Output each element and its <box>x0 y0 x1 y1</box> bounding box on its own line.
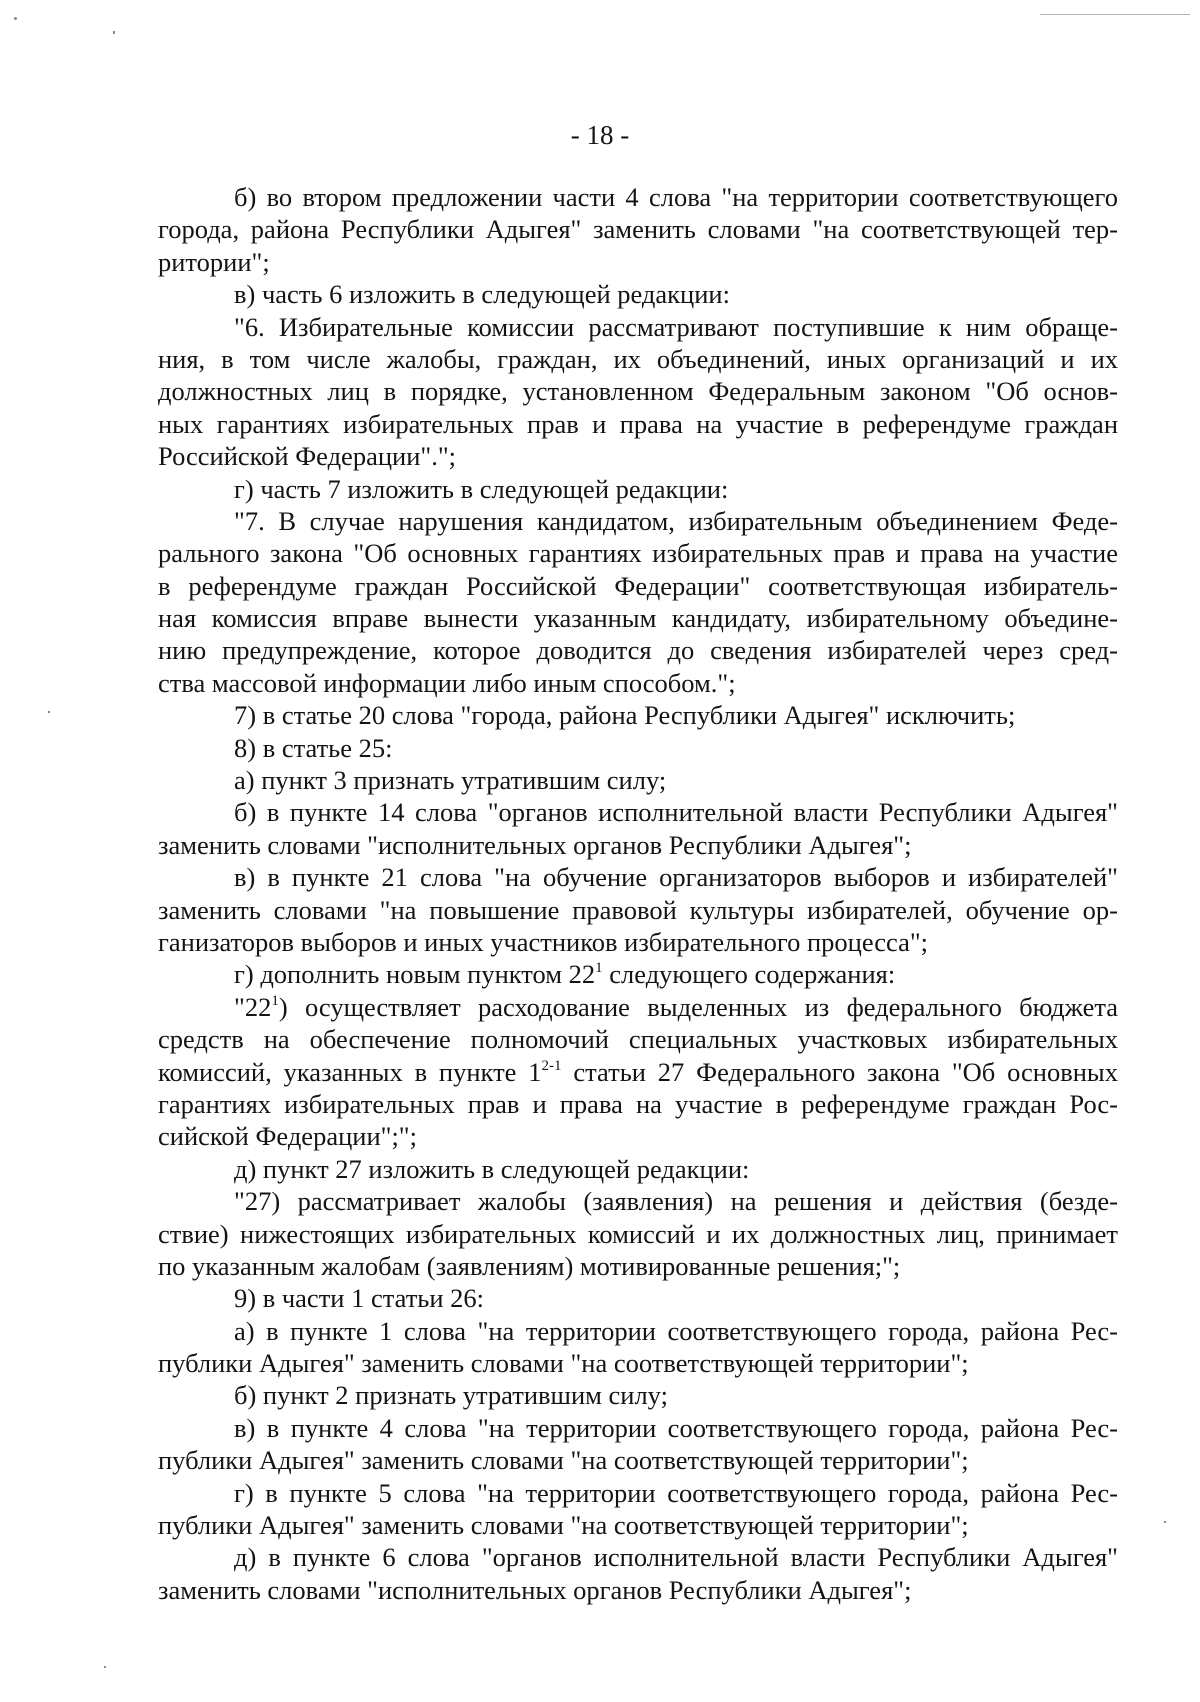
text-line <box>158 732 1118 764</box>
text-line-content: в референдуме граждан Российской Федерации" соответствующая избиратель- <box>158 570 1118 601</box>
text-line <box>158 894 1118 926</box>
text-line <box>158 473 1118 505</box>
text-line-content: заменить словами "на повышение правовой культуры избирателей, обучение ор- <box>158 894 1118 925</box>
text-line-content: гарантиях избирательных прав и права на участие в референдуме граждан Рос- <box>158 1088 1118 1119</box>
scan-speck <box>1164 1521 1166 1523</box>
scan-speck <box>113 31 115 34</box>
text-line <box>158 1379 1118 1411</box>
scan-speck <box>104 1666 106 1668</box>
text-line-content: "6. Избирательные комиссии рассматривают поступившие к ним обраще- <box>234 311 1118 342</box>
text-line <box>158 699 1118 731</box>
text-line <box>158 1444 1118 1476</box>
text-line <box>158 1218 1118 1250</box>
text-line-content: города, района Республики Адыгея" заменить словами "на соответствующей тер- <box>158 214 1118 245</box>
text-line-content: а) пункт 3 признать утратившим силу; <box>234 765 667 796</box>
text-line <box>158 829 1118 861</box>
text-line-content: д) в пункте 6 слова "органов исполнительной власти Республики Адыгея" <box>234 1542 1118 1573</box>
text-line <box>158 1574 1118 1606</box>
text-line <box>158 634 1118 666</box>
text-line <box>158 375 1118 407</box>
page-number: - 18 - <box>570 120 630 150</box>
text-line-content: 9) в части 1 статьи 26: <box>234 1283 485 1314</box>
text-line <box>158 1282 1118 1314</box>
text-line <box>158 1185 1118 1217</box>
text-line <box>158 926 1118 958</box>
text-line <box>158 1509 1118 1541</box>
text-line-continuation: следующего содержания: <box>602 959 896 990</box>
text-line <box>158 667 1118 699</box>
text-line-content: а) в пункте 1 слова "на территории соответствующего города, района Рес- <box>234 1315 1118 1346</box>
text-line <box>158 1088 1118 1120</box>
text-line-content: г) часть 7 изложить в следующей редакции: <box>234 473 729 504</box>
text-line-content: средств на обеспечение полномочий специальных участковых избирательных <box>158 1024 1118 1055</box>
text-line <box>158 1412 1118 1444</box>
text-line <box>158 440 1118 472</box>
text-line-content: ная комиссия вправе вынести указанным кандидату, избирательному объедине- <box>158 603 1118 634</box>
text-line-content: "7. В случае нарушения кандидатом, избирательным объединением Феде- <box>234 505 1118 536</box>
document-body <box>158 181 1118 1606</box>
text-line <box>158 1250 1118 1282</box>
scan-speck <box>48 711 50 713</box>
text-line-content: публики Адыгея" заменить словами "на соответствующей территории"; <box>158 1445 969 1476</box>
text-line <box>158 278 1118 310</box>
text-line <box>158 246 1118 278</box>
text-line <box>158 311 1118 343</box>
text-line-content: б) в пункте 14 слова "органов исполнительной власти Республики Адыгея" <box>234 797 1118 828</box>
text-line <box>158 1120 1118 1152</box>
text-line <box>158 1347 1118 1379</box>
text-line-content: б) во втором предложении части 4 слова "на территории соответствующего <box>234 182 1118 212</box>
text-line <box>158 764 1118 796</box>
text-line <box>158 1023 1118 1055</box>
text-line-content: сийской Федерации";"; <box>158 1121 417 1152</box>
text-line-content: ных гарантиях избирательных прав и права на участие в референдуме граждан <box>158 408 1118 439</box>
text-line <box>158 570 1118 602</box>
text-line-content: 7) в статье 20 слова "города, района Республики Адыгея" исключить; <box>234 700 1016 731</box>
text-line <box>158 958 1118 990</box>
text-line-content: публики Адыгея" заменить словами "на соответствующей территории"; <box>158 1348 969 1379</box>
text-line-content: ганизаторов выборов и иных участников избирательного процесса"; <box>158 926 929 957</box>
text-line-content: ритории"; <box>158 246 270 277</box>
superscript: 1 <box>595 960 603 977</box>
text-line-continuation: ) осуществляет расходование выделенных из федерального бюджета <box>278 991 1118 1022</box>
text-line-content: заменить словами "исполнительных органов Республики Адыгея"; <box>158 1574 912 1605</box>
text-line <box>158 537 1118 569</box>
text-line <box>158 181 1118 213</box>
scan-edge-line <box>1040 14 1190 15</box>
text-line-continuation: статьи 27 Федерального закона "Об основных <box>561 1056 1118 1087</box>
text-line-content: ния, в том числе жалобы, граждан, их объединений, иных организаций и их <box>158 343 1118 374</box>
text-line <box>158 343 1118 375</box>
text-line-content: должностных лиц в порядке, установленном Федеральным законом "Об основ- <box>158 376 1118 407</box>
text-line-content: Российской Федерации"."; <box>158 441 456 472</box>
text-line-content: в) часть 6 изложить в следующей редакции: <box>234 279 730 310</box>
text-line <box>158 1541 1118 1573</box>
text-line <box>158 1315 1118 1347</box>
text-line <box>158 991 1118 1023</box>
text-line-content: рального закона "Об основных гарантиях избирательных прав и права на участие <box>158 538 1118 569</box>
text-line-content: в) в пункте 21 слова "на обучение организаторов выборов и избирателей" <box>234 862 1118 893</box>
text-line <box>158 1056 1118 1088</box>
text-line <box>158 1477 1118 1509</box>
text-line-content: д) пункт 27 изложить в следующей редакции: <box>234 1153 750 1184</box>
text-line-content: по указанным жалобам (заявлениям) мотивированные решения;"; <box>158 1250 901 1281</box>
text-line-content: ствие) нижестоящих избирательных комиссий и их должностных лиц, принимает <box>158 1218 1118 1249</box>
text-line-content: г) дополнить новым пунктом 22 <box>234 959 596 990</box>
text-line <box>158 505 1118 537</box>
text-line-content: 8) в статье 25: <box>234 732 393 763</box>
text-line-content: публики Адыгея" заменить словами "на соответствующей территории"; <box>158 1510 969 1541</box>
text-line <box>158 213 1118 245</box>
text-line-content: комиссий, указанных в пункте 1 <box>158 1056 542 1087</box>
superscript: 1 <box>271 992 279 1009</box>
text-line-content: нию предупреждение, которое доводится до сведения избирателей через сред- <box>158 635 1118 666</box>
text-line-content: заменить словами "исполнительных органов Республики Адыгея"; <box>158 829 912 860</box>
text-line <box>158 1153 1118 1185</box>
text-line <box>158 861 1118 893</box>
superscript: 2-1 <box>541 1057 562 1074</box>
text-line-content: ства массовой информации либо иным способом."; <box>158 667 736 698</box>
text-line-content: б) пункт 2 признать утратившим силу; <box>234 1380 668 1411</box>
scan-speck <box>14 17 17 20</box>
text-line-content: "22 <box>234 991 272 1022</box>
text-line-content: в) в пункте 4 слова "на территории соответствующего города, района Рес- <box>234 1412 1118 1443</box>
text-line <box>158 796 1118 828</box>
text-line <box>158 408 1118 440</box>
text-line <box>158 602 1118 634</box>
text-line-content: "27) рассматривает жалобы (заявления) на решения и действия (безде- <box>234 1186 1118 1217</box>
text-line-content: г) в пункте 5 слова "на территории соответствующего города, района Рес- <box>234 1477 1118 1508</box>
